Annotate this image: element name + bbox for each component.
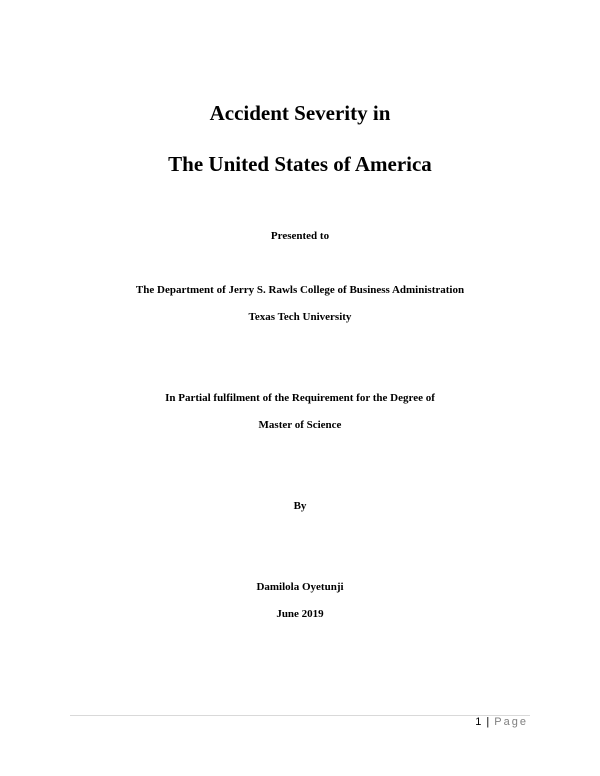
submission-date: June 2019 bbox=[276, 608, 324, 620]
page-number: 1 bbox=[475, 716, 482, 728]
title-line-1: Accident Severity in bbox=[209, 101, 391, 125]
by-label: By bbox=[293, 500, 307, 512]
requirement-statement: In Partial fulfilment of the Requirement for the Degree of bbox=[165, 392, 435, 404]
footer-separator: | bbox=[486, 716, 490, 728]
degree-name: Master of Science bbox=[258, 419, 342, 431]
author-name: Damilola Oyetunji bbox=[256, 581, 344, 593]
department-name: The Department of Jerry S. Rawls College of Business Administration bbox=[135, 284, 465, 296]
page-label: Page bbox=[494, 716, 528, 728]
title-line-2: The United States of America bbox=[168, 152, 432, 176]
page-footer bbox=[475, 716, 528, 728]
university-name: Texas Tech University bbox=[248, 311, 352, 323]
footer-divider bbox=[70, 715, 530, 716]
presented-to: Presented to bbox=[270, 230, 330, 242]
